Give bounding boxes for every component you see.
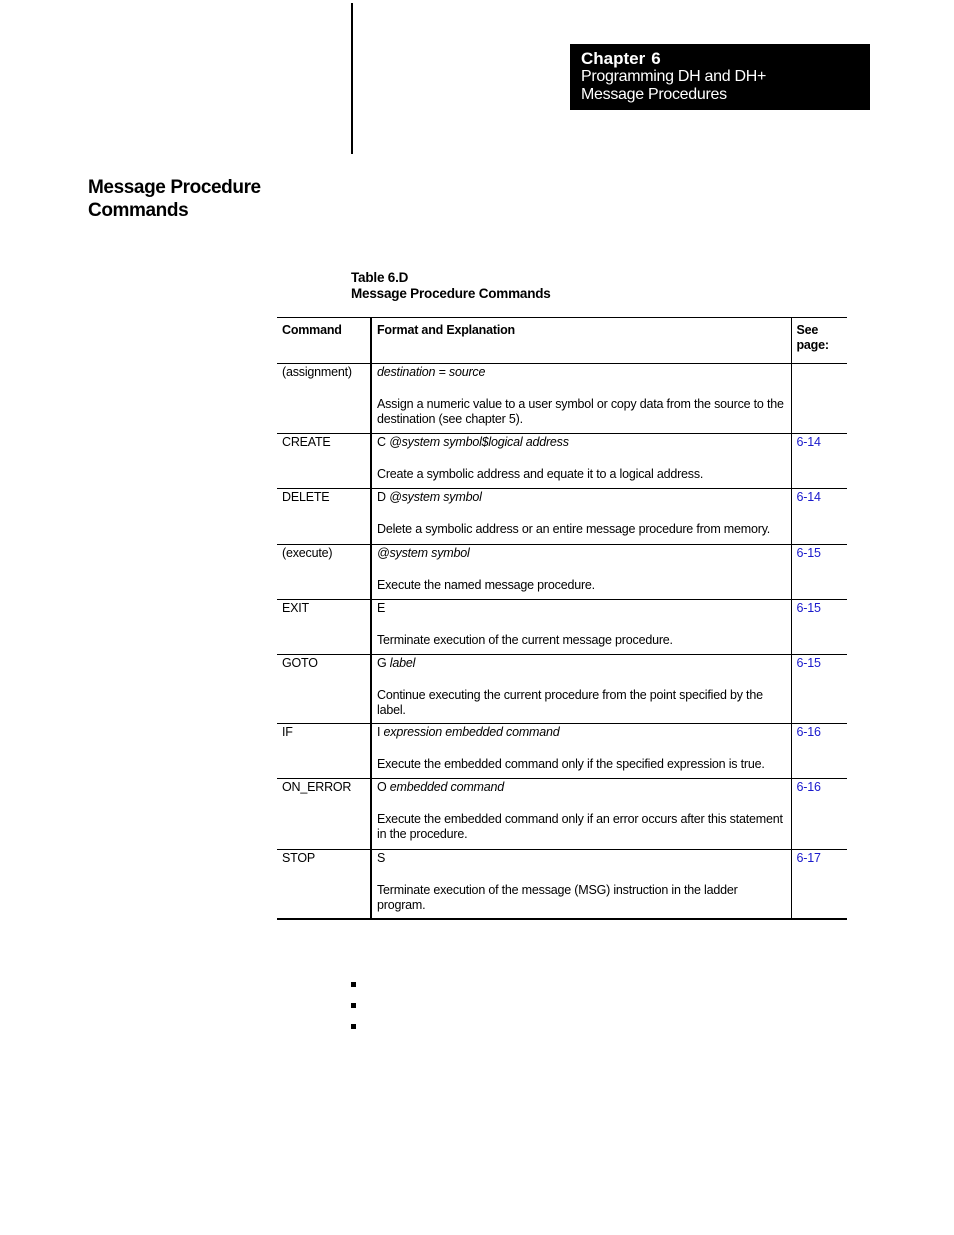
page-reference-link[interactable] <box>791 364 847 434</box>
table-row <box>277 600 847 655</box>
command-format <box>377 780 786 795</box>
page-reference-link[interactable]: 6-14 <box>791 434 847 489</box>
page-reference-link[interactable]: 6-14 <box>791 489 847 545</box>
command-explanation: Delete a symbolic address or an entire message procedure from memory. <box>377 522 771 536</box>
command-format <box>377 435 786 450</box>
format-cell <box>371 600 791 655</box>
chapter-word: Chapter <box>581 49 646 68</box>
page-reference-link[interactable]: 6-16 <box>791 724 847 779</box>
command-cell: GOTO <box>282 656 318 670</box>
command-format <box>377 851 786 866</box>
command-cell: EXIT <box>282 601 309 615</box>
bullet-marker <box>351 1003 356 1008</box>
bullet-marker <box>351 1024 356 1029</box>
command-cell: STOP <box>282 851 316 865</box>
command-explanation: Create a symbolic address and equate it to a logical address. <box>377 467 704 481</box>
command-cell: ON_ERROR <box>282 780 352 794</box>
chapter-number: 6 <box>651 49 661 68</box>
table-row <box>277 724 847 779</box>
format-cell <box>371 364 791 434</box>
format-syntax: @system symbol <box>389 490 482 504</box>
table-row <box>277 779 847 850</box>
commands-table <box>277 317 847 920</box>
command-explanation: Continue executing the current procedure from the point specified by the label. <box>377 688 763 717</box>
command-format <box>377 546 786 561</box>
page-reference-link[interactable]: 6-17 <box>791 850 847 920</box>
command-explanation: Execute the named message procedure. <box>377 578 595 592</box>
format-syntax: expression embedded command <box>383 725 560 739</box>
header-page: page: <box>796 338 829 352</box>
command-format <box>377 725 786 740</box>
command-cell: (assignment) <box>282 365 352 379</box>
format-cell <box>371 850 791 920</box>
bullet-list <box>351 982 356 1045</box>
command-format <box>377 601 786 616</box>
format-prefix: G <box>377 656 390 670</box>
page-reference-link[interactable]: 6-15 <box>791 655 847 724</box>
chapter-subtitle-2: Message Procedures <box>581 86 727 103</box>
table-row <box>277 655 847 724</box>
table-title: Message Procedure Commands <box>351 286 551 301</box>
format-syntax: embedded command <box>389 780 505 794</box>
command-format <box>377 656 786 671</box>
command-format <box>377 365 786 380</box>
table-row <box>277 545 847 600</box>
header-see: See <box>796 323 819 337</box>
command-explanation: Execute the embedded command only if an error occurs after this statement in the procedure. <box>377 812 783 841</box>
format-syntax: label <box>389 656 416 670</box>
format-prefix: E <box>377 601 386 615</box>
command-cell: IF <box>282 725 293 739</box>
command-explanation: Terminate execution of the current message procedure. <box>377 633 673 647</box>
command-cell: (execute) <box>282 546 333 560</box>
page-reference-link[interactable]: 6-15 <box>791 545 847 600</box>
header-see-page <box>791 318 847 364</box>
table-row <box>277 364 847 434</box>
section-title-line-1: Message Procedure <box>88 177 261 198</box>
format-cell <box>371 545 791 600</box>
command-explanation: Assign a numeric value to a user symbol or copy data from the source to the destination (see chapter 5). <box>377 397 784 426</box>
table-number: Table 6.D <box>351 270 409 285</box>
format-cell <box>371 434 791 489</box>
command-explanation: Execute the embedded command only if the specified expression is true. <box>377 757 765 771</box>
format-prefix: S <box>377 851 386 865</box>
command-cell: CREATE <box>282 435 331 449</box>
format-cell <box>371 489 791 545</box>
table-row <box>277 489 847 545</box>
chapter-label <box>581 50 870 68</box>
format-cell <box>371 655 791 724</box>
page-reference-link[interactable]: 6-16 <box>791 779 847 850</box>
format-syntax: @system symbol$logical address <box>389 435 569 449</box>
table-caption <box>351 270 551 302</box>
format-syntax: destination = source <box>377 365 486 379</box>
section-title-line-2: Commands <box>88 200 189 221</box>
table-header-row <box>277 318 847 364</box>
command-cell: DELETE <box>282 490 330 504</box>
margin-rule <box>351 3 353 154</box>
header-command: Command <box>282 323 342 337</box>
table-row <box>277 434 847 489</box>
format-prefix: O <box>377 780 390 794</box>
page-reference-link[interactable]: 6-15 <box>791 600 847 655</box>
format-prefix: C <box>377 435 390 449</box>
format-syntax: @system symbol <box>377 546 470 560</box>
command-explanation: Terminate execution of the message (MSG) instruction in the ladder program. <box>377 883 738 912</box>
table-row <box>277 850 847 920</box>
chapter-header <box>570 44 870 110</box>
header-format: Format and Explanation <box>371 318 791 364</box>
format-cell <box>371 779 791 850</box>
format-cell <box>371 724 791 779</box>
chapter-subtitle-1: Programming DH and DH+ <box>581 68 767 85</box>
format-prefix: I <box>377 725 384 739</box>
format-prefix: D <box>377 490 390 504</box>
section-title <box>88 176 308 222</box>
bullet-marker <box>351 982 356 987</box>
command-format <box>377 490 786 505</box>
